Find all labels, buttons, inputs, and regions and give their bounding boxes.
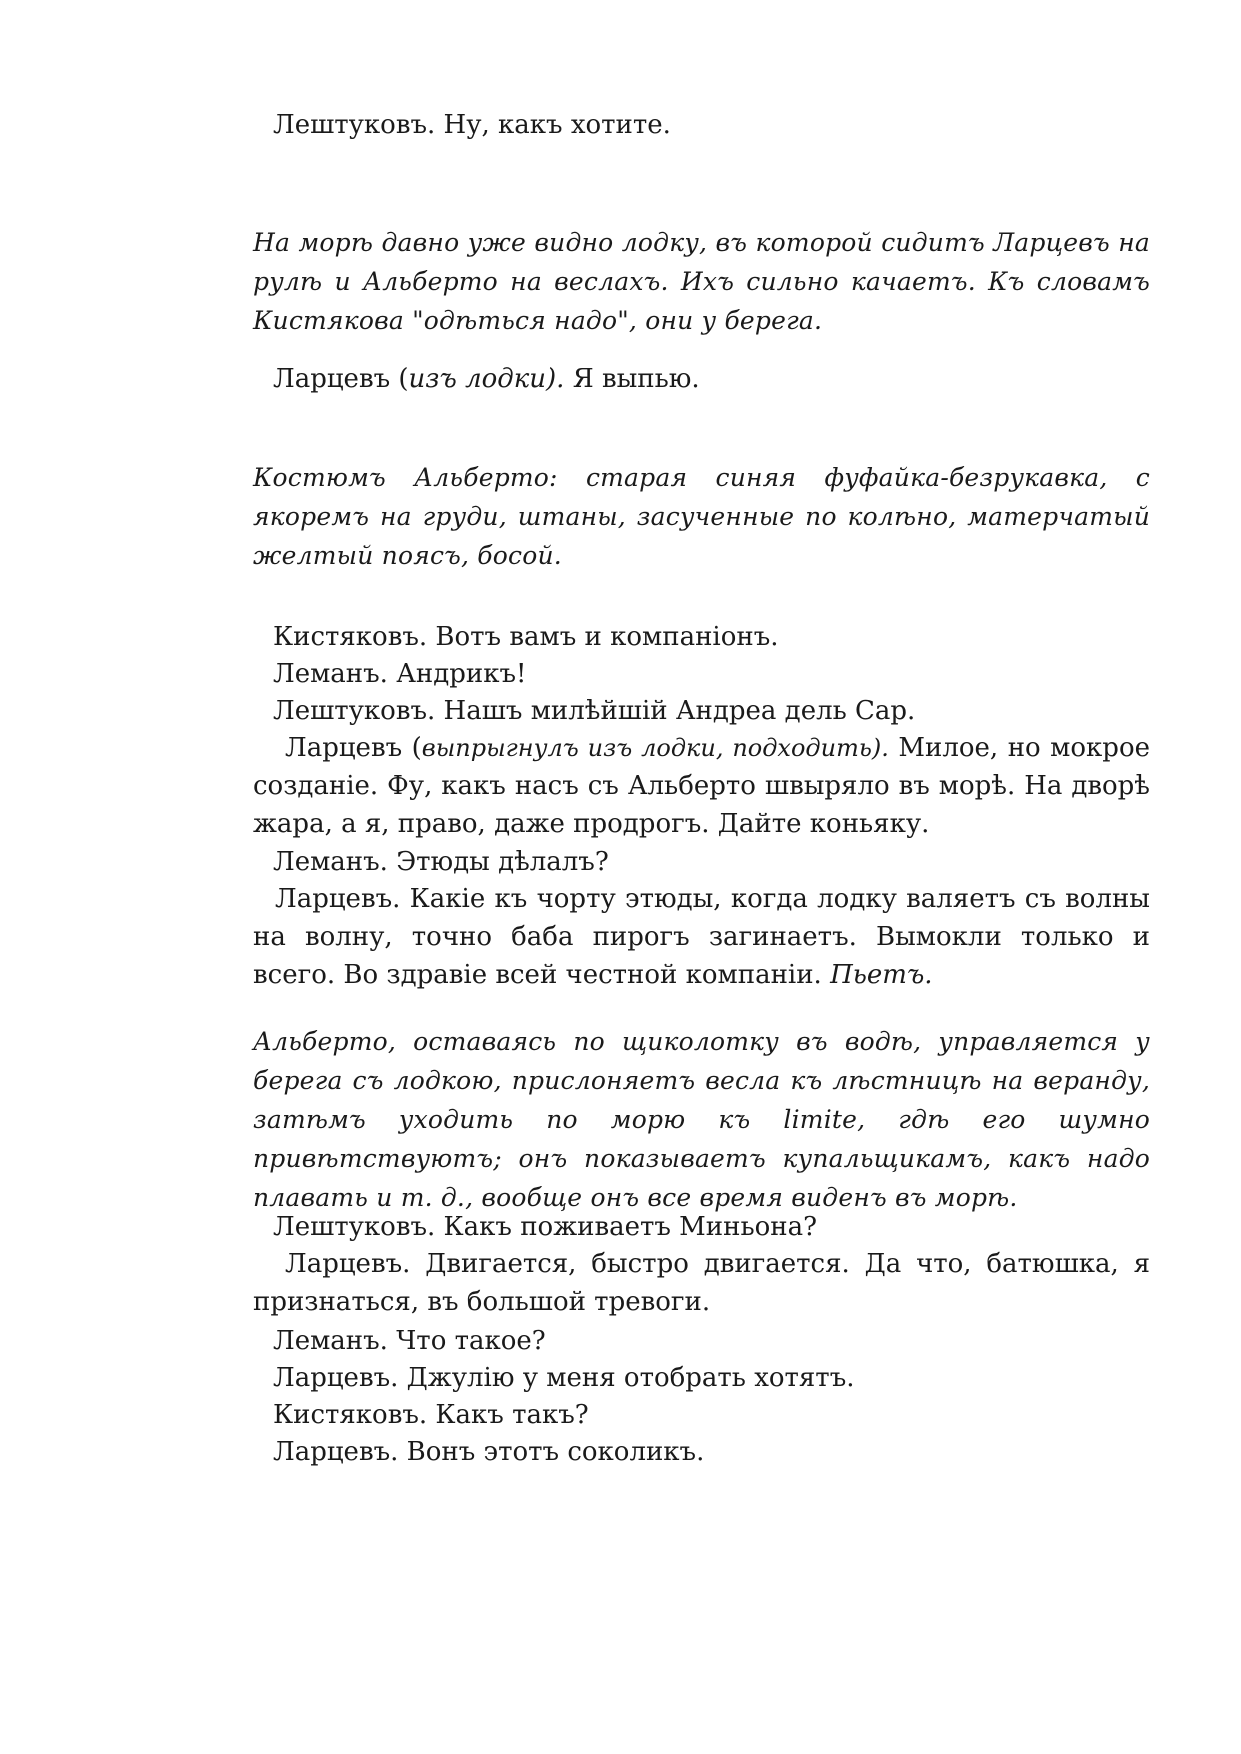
dialogue-line: Леманъ. Что такое? [273,1326,546,1356]
dialogue-line: Лештуковъ. Нашъ милѣйшій Андреа дель Сар. [273,696,916,726]
dialogue-paragraph: Ларцевъ (выпрыгнулъ изъ лодки, подходить). Милое, но мокрое созданіе. Фу, какъ насъ съ Альберто швыряло въ морѣ. На дворѣ жара, а я, право, даже продрогъ. Дайте коньяку. [253,733,1150,839]
dialogue-line: Кистяковъ. Вотъ вамъ и компаніонъ. [273,622,779,652]
dialogue-line: Кистяковъ. Какъ такъ? [273,1400,589,1430]
dialogue-line: Леманъ. Андрикъ! [273,659,527,689]
stage-direction: На морѣ давно уже видно лодку, въ которой сидитъ Ларцевъ на рулѣ и Альберто на веслахъ. Ихъ сильно качаетъ. Къ словамъ Кистякова "одѣться надо", они у берега. [253,228,1150,335]
dialogue-line: Лештуковъ. Ну, какъ хотите. [273,110,671,140]
dialogue-line: Ларцевъ (изъ лодки). Я выпью. [273,364,700,394]
dialogue-paragraph: Ларцевъ. Двигается, быстро двигается. Да что, батюшка, я признаться, въ большой тревоги. [253,1249,1150,1317]
dialogue-line: Леманъ. Этюды дѣлалъ? [273,847,609,877]
dialogue-line: Лештуковъ. Какъ поживаетъ Миньона? [273,1212,818,1242]
dialogue-line: Ларцевъ. Джулію у меня отобрать хотятъ. [273,1363,855,1393]
stage-direction: Костюмъ Альберто: старая синяя фуфайка-безрукавка, с якоремъ на груди, штаны, засученные по колѣно, матерчатый желтый поясъ, босой. [253,463,1150,570]
document-page [253,0,1150,1754]
stage-direction: Альберто, оставаясь по щиколотку въ водѣ, управляется у берега съ лодкою, прислоняетъ весла къ лѣстницѣ на веранду, затѣмъ уходить по морю къ limite, гдѣ его шумно привѣтствуютъ; онъ показываетъ купальщикамъ, какъ надо плавать и т. д., вообще онъ все время виденъ въ морѣ. [253,1027,1150,1212]
dialogue-paragraph: Ларцевъ. Какіе къ чорту этюды, когда лодку валяетъ съ волны на волну, точно баба пирогъ загинаетъ. Вымокли только и всего. Во здравіе всей честной компаніи. Пьетъ. [253,884,1150,990]
dialogue-line: Ларцевъ. Вонъ этотъ соколикъ. [273,1437,705,1467]
